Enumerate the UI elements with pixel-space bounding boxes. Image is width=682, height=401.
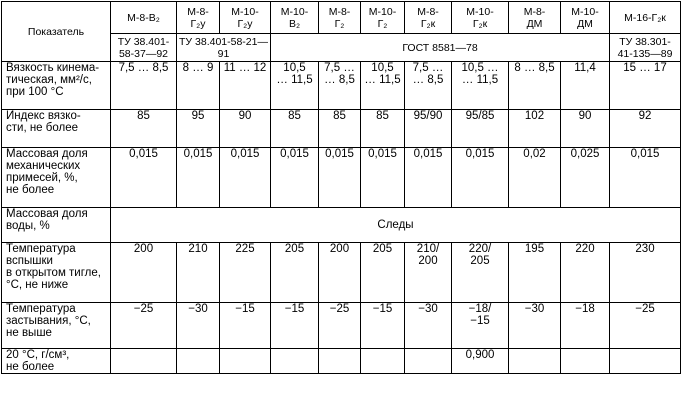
standard-header: ТУ 38.401-58-21— 91 <box>177 34 271 62</box>
table-cell: 95/85 <box>452 110 509 148</box>
brand-header: М-10- Г₂у <box>220 2 271 34</box>
table-row <box>2 349 681 374</box>
table-cell: 0,015 <box>220 148 271 208</box>
table-cell: 0,015 <box>319 148 361 208</box>
table-cell: 8 … 8,5 <box>509 62 561 110</box>
table-cell <box>509 349 561 374</box>
standard-header: ТУ 38.401- 58-37—92 <box>111 34 177 62</box>
table-cell: 0,015 <box>405 148 452 208</box>
table-cell: 0,025 <box>561 148 610 208</box>
table-cell: 0,015 <box>361 148 405 208</box>
table-cell: 95/90 <box>405 110 452 148</box>
standard-header: ТУ 38.301- 41-135—89 <box>610 34 681 62</box>
table-cell: 11 … 12 <box>220 62 271 110</box>
table-cell <box>271 349 319 374</box>
table-cell: 85 <box>271 110 319 148</box>
brand-header: М-8- ДМ <box>509 2 561 34</box>
brand-header: М-8- Г₂ <box>319 2 361 34</box>
brand-header: М-10- ДМ <box>561 2 610 34</box>
table-cell: 230 <box>610 243 681 303</box>
table-cell: 102 <box>509 110 561 148</box>
table-cell: 11,4 <box>561 62 610 110</box>
table-cell: −25 <box>610 303 681 349</box>
table-cell: 92 <box>610 110 681 148</box>
brand-header: М-10- Г₂к <box>452 2 509 34</box>
table-cell: 0,015 <box>111 148 177 208</box>
row-label: Температура вспышки в открытом тигле, °С, не ниже <box>2 243 111 303</box>
table-cell: 225 <box>220 243 271 303</box>
table-row <box>2 243 681 303</box>
table-cell: 7,5 … … 8,5 <box>405 62 452 110</box>
table-row <box>2 110 681 148</box>
table-cell: 90 <box>561 110 610 148</box>
table-cell: 210/ 200 <box>405 243 452 303</box>
table-cell: 85 <box>361 110 405 148</box>
standard-header: ГОСТ 8581—78 <box>271 34 610 62</box>
table-cell <box>111 349 177 374</box>
table-cell: −25 <box>319 303 361 349</box>
table-cell: 205 <box>361 243 405 303</box>
table-cell: 0,02 <box>509 148 561 208</box>
table-cell: −15 <box>220 303 271 349</box>
table-cell: 85 <box>319 110 361 148</box>
merged-cell: Следы <box>111 208 681 243</box>
brand-header-row <box>2 2 681 34</box>
brand-header: М-16-Г₂к <box>610 2 681 34</box>
table-cell: 10,5 … … 11,5 <box>452 62 509 110</box>
table-cell: 85 <box>111 110 177 148</box>
row-label: Массовая доля воды, % <box>2 208 111 243</box>
table-cell: 10,5 … 11,5 <box>361 62 405 110</box>
corner-header: Показатель <box>2 2 111 62</box>
table-cell <box>361 349 405 374</box>
table-cell: −18 <box>561 303 610 349</box>
table-cell: −30 <box>509 303 561 349</box>
row-label: 20 °С, г/см³, не более <box>2 349 111 374</box>
table-cell: 220 <box>561 243 610 303</box>
table-cell <box>220 349 271 374</box>
table-cell <box>610 349 681 374</box>
table-row <box>2 62 681 110</box>
table-row <box>2 208 681 243</box>
table-cell: 210 <box>177 243 220 303</box>
table-cell: 220/ 205 <box>452 243 509 303</box>
table-cell: 0,015 <box>452 148 509 208</box>
table-cell: 0,015 <box>610 148 681 208</box>
table-cell <box>319 349 361 374</box>
brand-header: М-10- В₂ <box>271 2 319 34</box>
table-cell: 90 <box>220 110 271 148</box>
table-cell: 195 <box>509 243 561 303</box>
table-cell <box>561 349 610 374</box>
oil-spec-table <box>1 1 681 374</box>
table-cell <box>405 349 452 374</box>
row-label: Вязкость кинема- тическая, мм²/с, при 100 °С <box>2 62 111 110</box>
table-cell: 0,900 <box>452 349 509 374</box>
table-cell <box>177 349 220 374</box>
row-label: Температура застывания, °С, не выше <box>2 303 111 349</box>
table-cell: 15 … 17 <box>610 62 681 110</box>
row-label: Массовая доля механических примесей, %, не более <box>2 148 111 208</box>
table-row <box>2 303 681 349</box>
table-cell: 0,015 <box>177 148 220 208</box>
table-cell: 205 <box>271 243 319 303</box>
brand-header: М-10- Г₂ <box>361 2 405 34</box>
table-cell: −30 <box>405 303 452 349</box>
table-cell: 8 … 9 <box>177 62 220 110</box>
brand-header: М-8- Г₂к <box>405 2 452 34</box>
table-row <box>2 148 681 208</box>
table-cell: 200 <box>111 243 177 303</box>
table-cell: −15 <box>271 303 319 349</box>
table-cell: 0,015 <box>271 148 319 208</box>
row-label: Индекс вязко- сти, не более <box>2 110 111 148</box>
table-cell: −25 <box>111 303 177 349</box>
table-cell: 200 <box>319 243 361 303</box>
table-cell: 95 <box>177 110 220 148</box>
table-cell: 7,5 … 8,5 <box>111 62 177 110</box>
table-cell: −30 <box>177 303 220 349</box>
table-cell: −15 <box>361 303 405 349</box>
table-cell: 10,5 … 11,5 <box>271 62 319 110</box>
brand-header: М-8- Г₂у <box>177 2 220 34</box>
table-cell: −18/ −15 <box>452 303 509 349</box>
table-cell: 7,5 … … 8,5 <box>319 62 361 110</box>
brand-header: М-8-В₂ <box>111 2 177 34</box>
